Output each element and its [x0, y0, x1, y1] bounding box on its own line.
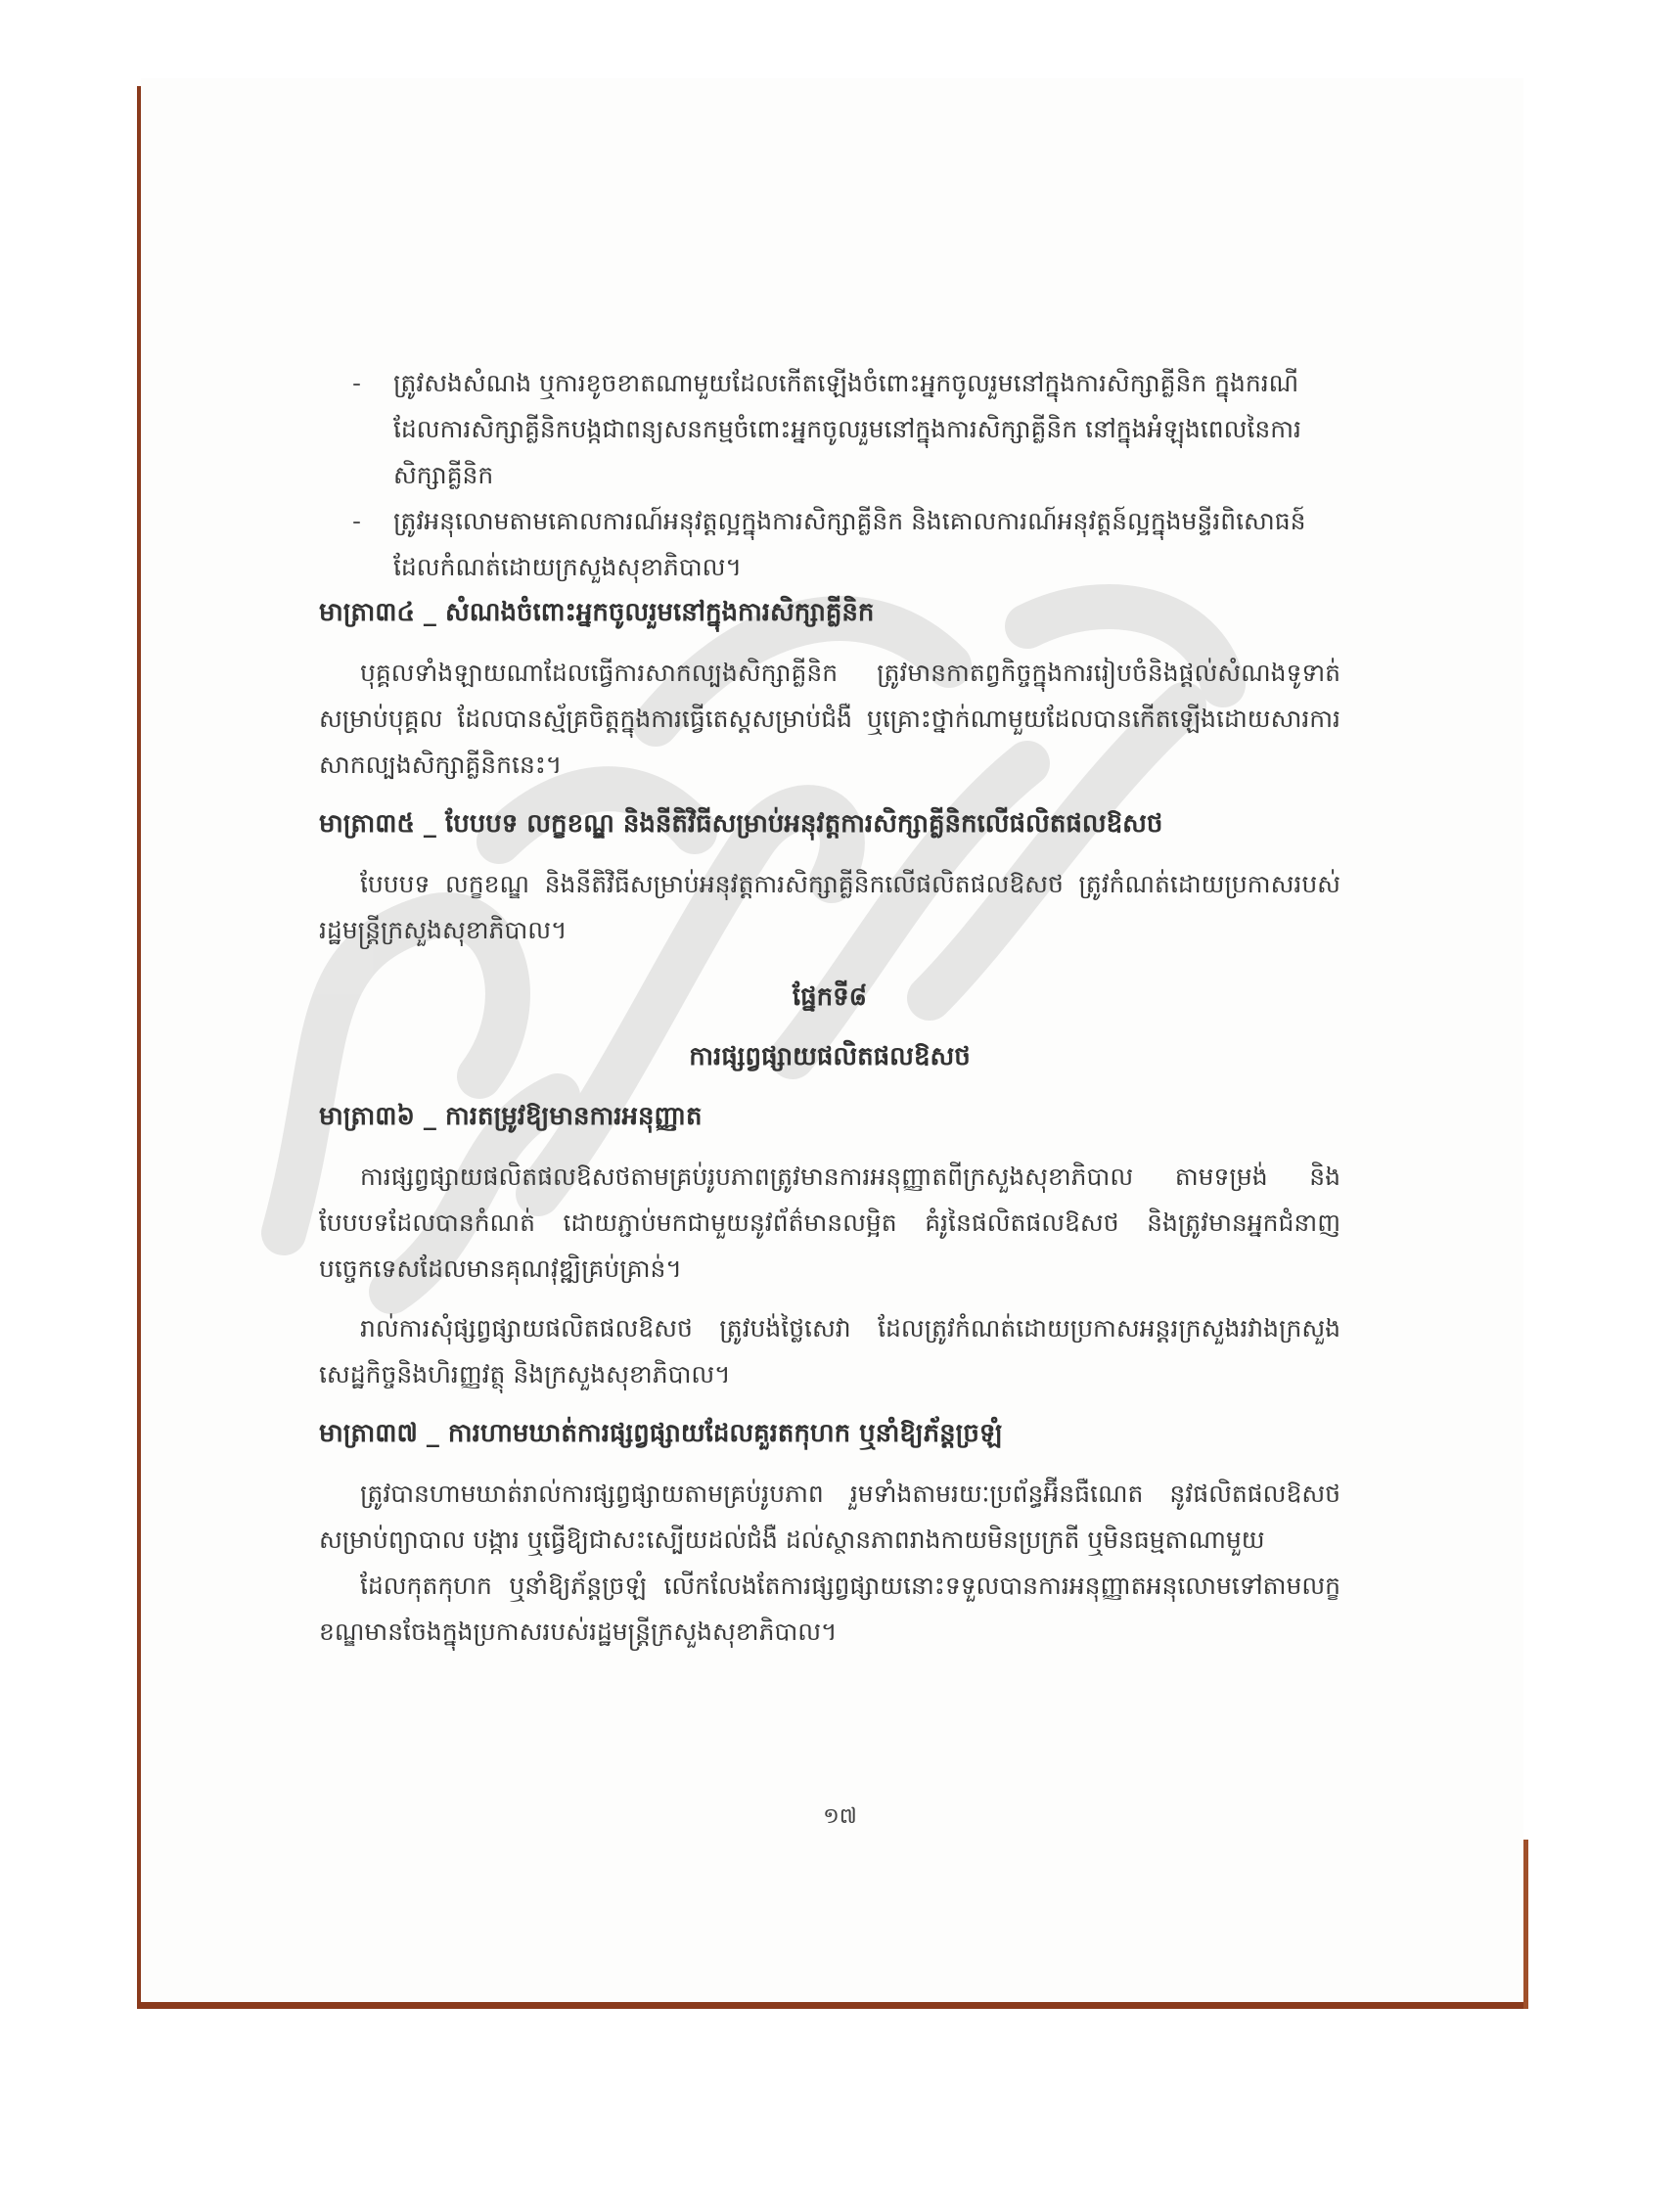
list-item-text: ត្រូវសងសំណង ឬការខូចខាតណាមួយដែលកើតឡើងចំពោះអ្នកចូលរួមនៅក្នុងការសិក្សាគ្លីនិក ក្នុងករណីដែលការសិក្សាគ្លីនិកបង្កជាពន្យសនកម្មចំពោះអ្នកចូលរួមនៅក្នុងការសិក្សាគ្លីនិក នៅក្នុងអំឡុងពេលនៃការសិក្សាគ្លីនិក [393, 369, 1301, 489]
scan-border-bottom [137, 2002, 1528, 2009]
part-title: ការផ្សព្វផ្សាយផលិតផលឱសថ [689, 1042, 971, 1071]
list-item: - ត្រូវអនុលោមតាមគោលការណ៍អនុវត្តល្អក្នុងការសិក្សាគ្លីនិក និងគោលការណ៍អនុវត្តន៍ល្អក្នុងមន្ទីរពិសោធន៍ ដែលកំណត់ដោយក្រសួងសុខាភិបាល។ [352, 507, 1306, 581]
article-37-body-1: ត្រូវបានហាមឃាត់រាល់ការផ្សព្វផ្សាយតាមគ្រប់រូបភាព រួមទាំងតាមរយៈប្រព័ន្ធអ៊ីនធឺណេត នូវផលិតផលឱសថ សម្រាប់ព្យាបាល បង្ការ ឬធ្វើឱ្យជាសះស្បើយដល់ជំងឺ ដល់ស្ថានភាពរាងកាយមិនប្រក្រតី ឬមិនធម្មតាណាមួយ [319, 1479, 1340, 1554]
scan-border-right [1523, 1840, 1528, 2009]
article-36-body-1: ការផ្សព្វផ្សាយផលិតផលឱសថតាមគ្រប់រូបភាពត្រូវមានការអនុញ្ញាតពីក្រសួងសុខាភិបាល តាមទម្រង់ និងបែបបទដែលបានកំណត់ ដោយភ្ជាប់មកជាមួយនូវព័ត៌មានលម្អិត គំរូនៃផលិតផលឱសថ និងត្រូវមានអ្នកជំនាញបច្ចេកទេសដែលមានគុណវុឌ្ឍិគ្រប់គ្រាន់។ [319, 1162, 1340, 1283]
page-number: ១៧ [823, 1804, 857, 1829]
list-item-text: ត្រូវអនុលោមតាមគោលការណ៍អនុវត្តល្អក្នុងការសិក្សាគ្លីនិក និងគោលការណ៍អនុវត្តន៍ល្អក្នុងមន្ទីរពិសោធន៍ ដែលកំណត់ដោយក្រសួងសុខាភិបាល។ [393, 507, 1306, 581]
article-34-title: មាត្រា៣៤ _ សំណងចំពោះអ្នកចូលរួមនៅក្នុងការសិក្សាគ្លីនិក [319, 598, 875, 627]
article-36-body-2: រាល់ការសុំផ្សព្វផ្សាយផលិតផលឱសថ ត្រូវបង់ថ្លៃសេវា ដែលត្រូវកំណត់ដោយប្រកាសអន្តរក្រសួងរវាងក្រសួងសេដ្ឋកិច្ចនិងហិរញ្ញវត្ថុ និងក្រសួងសុខាភិបាល។ [319, 1314, 1340, 1388]
article-37-title: មាត្រា៣៧ _ ការហាមឃាត់ការផ្សព្វផ្សាយដែលគួរតកុហក ឬនាំឱ្យភ័ន្តច្រឡំ [319, 1419, 1003, 1448]
document-body [319, 360, 1340, 1655]
article-35-title: មាត្រា៣៥ _ បែបបទ លក្ខខណ្ឌ និងនីតិវិធីសម្រាប់អនុវត្តការសិក្សាគ្លីនិកលើផលិតផលឱសថ [319, 809, 1163, 839]
list-item: - ត្រូវសងសំណង ឬការខូចខាតណាមួយដែលកើតឡើងចំពោះអ្នកចូលរួមនៅក្នុងការសិក្សាគ្លីនិក ក្នុងករណីដែលការសិក្សាគ្លីនិកបង្កជាពន្យសនកម្មចំពោះអ្នកចូលរួមនៅក្នុងការសិក្សាគ្លីនិក នៅក្នុងអំឡុងពេលនៃការសិក្សាគ្លីនិក [352, 369, 1301, 489]
article-37-body-2: ដែលកុតកុហក ឬនាំឱ្យភ័ន្តច្រឡំ លើកលែងតែការផ្សព្វផ្សាយនោះទទួលបានការអនុញ្ញាតអនុលោមទៅតាមលក្ខខណ្ឌមានចែងក្នុងប្រកាសរបស់រដ្ឋមន្ត្រីក្រសួងសុខាភិបាល។ [319, 1571, 1340, 1646]
article-36-title: មាត្រា៣៦ _ ការតម្រូវឱ្យមានការអនុញ្ញាត [319, 1102, 703, 1131]
article-35-body: បែបបទ លក្ខខណ្ឌ និងនីតិវិធីសម្រាប់អនុវត្តការសិក្សាគ្លីនិកលើផលិតផលឱសថ ត្រូវកំណត់ដោយប្រកាសរបស់រដ្ឋមន្ត្រីក្រសួងសុខាភិបាល។ [319, 870, 1340, 944]
part-number: ផ្នែកទី៨ [792, 982, 868, 1012]
article-34-body: បុគ្គលទាំងឡាយណាដែលធ្វើការសាកល្បងសិក្សាគ្លីនិក ត្រូវមានកាតព្វកិច្ចក្នុងការរៀបចំនិងផ្តល់សំណងទូទាត់ សម្រាប់បុគ្គល ដែលបានស្ម័គ្រចិត្តក្នុងការធ្វើតេស្តសម្រាប់ជំងឺ ឬគ្រោះថ្នាក់ណាមួយដែលបានកើតឡើងដោយសារការសាកល្បងសិក្សាគ្លីនិកនេះ។ [319, 659, 1340, 779]
